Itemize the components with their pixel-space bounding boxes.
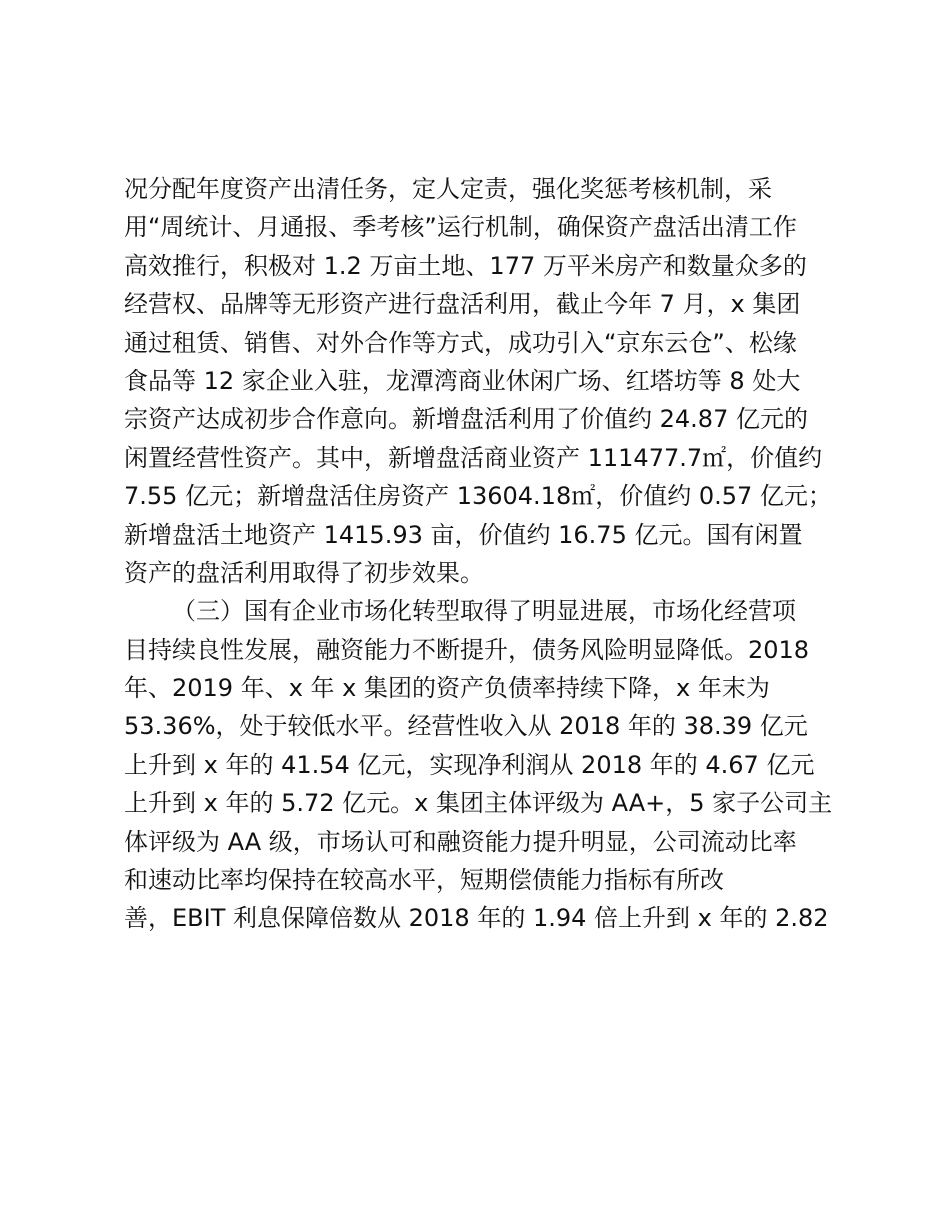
text-line: 新增盘活土地资产 1415.93 亩，价值约 16.75 亿元。国有闲置 bbox=[124, 520, 803, 549]
section-heading-line: （三）国有企业市场化转型取得了明显进展，市场化经营项 bbox=[172, 597, 796, 626]
text-line: 高效推行，积极对 1.2 万亩土地、177 万平米房产和数量众多的 bbox=[124, 251, 807, 280]
text-line: 目持续良性发展，融资能力不断提升，债务风险明显降低。2018 bbox=[124, 635, 810, 664]
text-line: 宗资产达成初步合作意向。新增盘活利用了价值约 24.87 亿元的 bbox=[124, 405, 808, 434]
text-line: 用“周统计、月通报、季考核”运行机制，确保资产盘活出清工作 bbox=[124, 213, 797, 242]
text-line: 食品等 12 家企业入驻，龙潭湾商业休闲广场、红塔坊等 8 处大 bbox=[124, 366, 801, 395]
text-line: 和速动比率均保持在较高水平，短期偿债能力指标有所改 bbox=[124, 866, 724, 895]
text-line: 况分配年度资产出清任务，定人定责，强化奖惩考核机制，采 bbox=[124, 175, 772, 203]
text-line: 年、2019 年、x 年 x 集团的资产负债率持续下降，x 年末为 bbox=[124, 674, 770, 703]
text-line: 7.55 亿元；新增盘活住房资产 13604.18㎡，价值约 0.57 亿元； bbox=[124, 482, 832, 511]
text-line: 上升到 x 年的 41.54 亿元，实现净利润从 2018 年的 4.67 亿元 bbox=[124, 750, 815, 779]
text-line: 经营权、品牌等无形资产进行盘活利用，截止今年 7 月，x 集团 bbox=[124, 290, 801, 319]
text-line: 上升到 x 年的 5.72 亿元。x 集团主体评级为 AA+，5 家子公司主 bbox=[124, 789, 833, 818]
text-line: 53.36%，处于较低水平。经营性收入从 2018 年的 38.39 亿元 bbox=[124, 712, 808, 741]
text-line: 体评级为 AA 级，市场认可和融资能力提升明显，公司流动比率 bbox=[124, 827, 797, 856]
text-line: 通过租赁、销售、对外合作等方式，成功引入“京东云仓”、松缘 bbox=[124, 328, 797, 357]
body-text bbox=[124, 170, 844, 938]
text-line: 闲置经营性资产。其中，新增盘活商业资产 111477.7㎡，价值约 bbox=[124, 443, 823, 472]
text-line: 资产的盘活利用取得了初步效果。 bbox=[124, 558, 484, 587]
text-line: 善，EBIT 利息保障倍数从 2018 年的 1.94 倍上升到 x 年的 2.82 bbox=[124, 904, 829, 933]
